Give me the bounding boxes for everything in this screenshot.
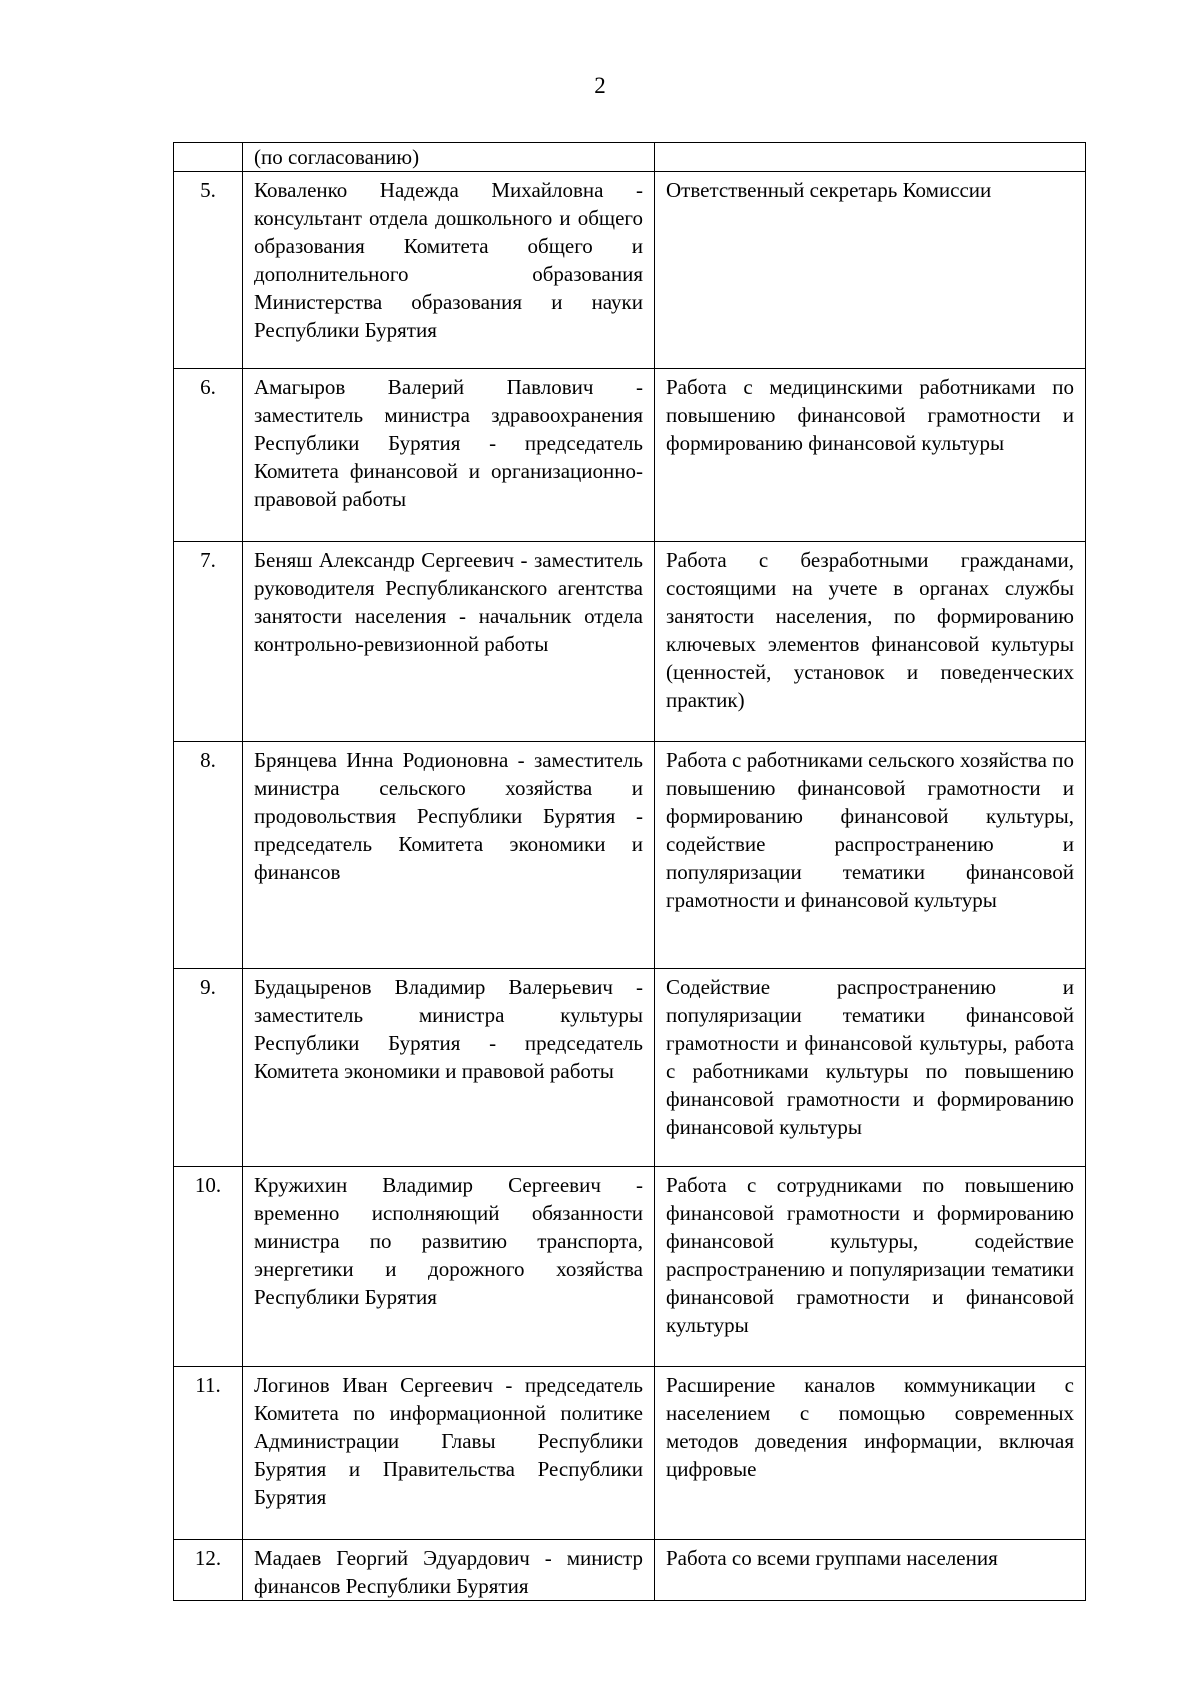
- member-name-position: Кружихин Владимир Сергеевич - временно исполняющий обязанности министра по развитию транспорта, энергетики и дорожного хозяйства Республики Бурятия: [243, 1167, 655, 1367]
- row-number: 6.: [174, 369, 243, 542]
- table-row: [174, 1167, 1086, 1367]
- table-row: [174, 172, 1086, 369]
- member-responsibility: Содействие распространению и популяризации тематики финансовой грамотности и финансовой культуры, работа с работниками культуры по повышению финансовой грамотности и формированию финансовой культуры: [655, 969, 1086, 1167]
- table-row: [174, 1367, 1086, 1540]
- member-name-position: Коваленко Надежда Михайловна - консультант отдела дошкольного и общего образования Комитета общего и дополнительного образования Министерства образования и науки Республики Бурятия: [243, 172, 655, 369]
- member-responsibility: Расширение каналов коммуникации с населением с помощью современных методов доведения информации, включая цифровые: [655, 1367, 1086, 1540]
- row-number: 5.: [174, 172, 243, 369]
- table-row: [174, 742, 1086, 969]
- member-responsibility: Работа с безработными гражданами, состоящими на учете в органах службы занятости населения, по формированию ключевых элементов финансовой культуры (ценностей, установок и поведенческих практик): [655, 542, 1086, 742]
- member-responsibility: Работа с медицинскими работниками по повышению финансовой грамотности и формированию финансовой культуры: [655, 369, 1086, 542]
- table-row: [174, 369, 1086, 542]
- table-row: [174, 143, 1086, 172]
- row-number: [174, 143, 243, 172]
- member-responsibility: Работа с сотрудниками по повышению финансовой грамотности и формированию финансовой культуры, содействие распространению и популяризации тематики финансовой грамотности и финансовой культуры: [655, 1167, 1086, 1367]
- table-row: [174, 969, 1086, 1167]
- row-number: 11.: [174, 1367, 243, 1540]
- member-responsibility: Работа со всеми группами населения: [655, 1540, 1086, 1601]
- member-name-position: Будацыренов Владимир Валерьевич - заместитель министра культуры Республики Бурятия - председатель Комитета экономики и правовой работы: [243, 969, 655, 1167]
- member-name-position: (по согласованию): [243, 143, 655, 172]
- member-name-position: Логинов Иван Сергеевич - председатель Комитета по информационной политике Администрации Главы Республики Бурятия и Правительства Республики Бурятия: [243, 1367, 655, 1540]
- row-number: 8.: [174, 742, 243, 969]
- member-responsibility: [655, 143, 1086, 172]
- table-row: [174, 542, 1086, 742]
- member-name-position: Амагыров Валерий Павлович - заместитель министра здравоохранения Республики Бурятия - председатель Комитета финансовой и организационно-правовой работы: [243, 369, 655, 542]
- member-name-position: Беняш Александр Сергеевич - заместитель руководителя Республиканского агентства занятости населения - начальник отдела контрольно-ревизионной работы: [243, 542, 655, 742]
- member-responsibility: Ответственный секретарь Комиссии: [655, 172, 1086, 369]
- row-number: 10.: [174, 1167, 243, 1367]
- row-number: 12.: [174, 1540, 243, 1601]
- commission-members-table: [173, 142, 1086, 1601]
- member-name-position: Мадаев Георгий Эдуардович - министр финансов Республики Бурятия: [243, 1540, 655, 1601]
- row-number: 9.: [174, 969, 243, 1167]
- table-row: [174, 1540, 1086, 1601]
- page-number: 2: [594, 73, 606, 98]
- row-number: 7.: [174, 542, 243, 742]
- member-responsibility: Работа с работниками сельского хозяйства по повышению финансовой грамотности и формированию финансовой культуры, содействие распространению и популяризации тематики финансовой грамотности и финансовой культуры: [655, 742, 1086, 969]
- member-name-position: Брянцева Инна Родионовна - заместитель министра сельского хозяйства и продовольствия Республики Бурятия - председатель Комитета экономики и финансов: [243, 742, 655, 969]
